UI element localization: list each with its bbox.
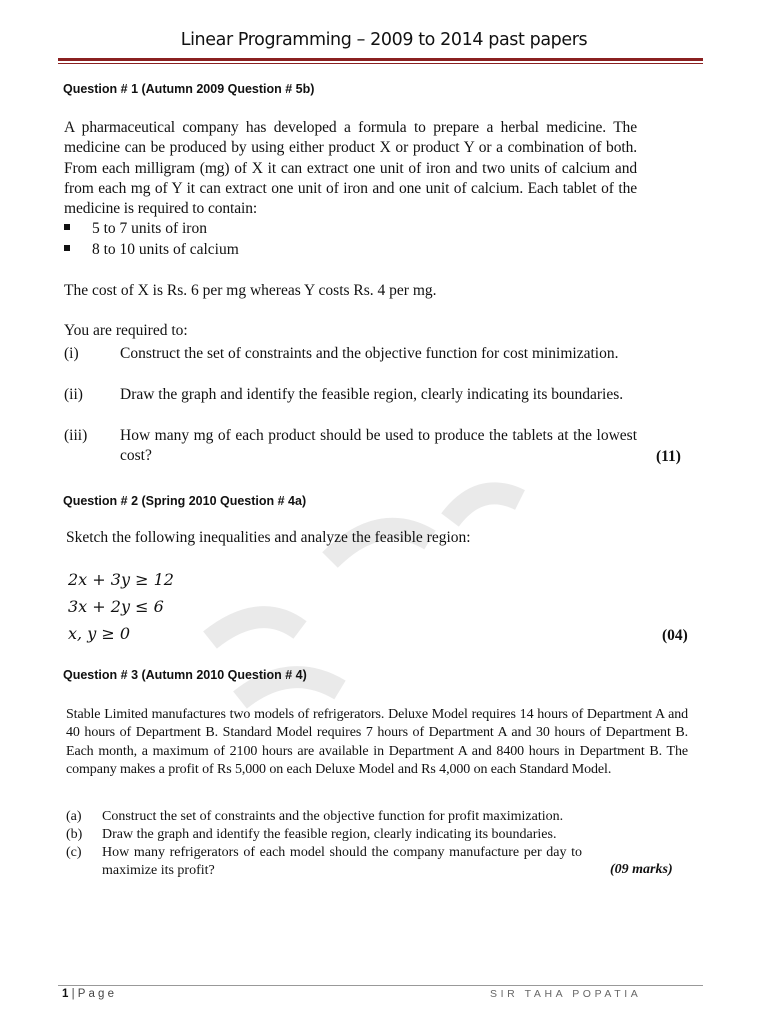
q1-bullet-2-text: 8 to 10 units of calcium	[92, 241, 239, 258]
title-rule	[58, 58, 703, 61]
q1-bullet-1	[64, 220, 207, 238]
q1-part-iii-text: How many mg of each product should be used to produce the tablets at the lowest cost?	[120, 427, 637, 465]
q2-marks: (04)	[662, 627, 688, 644]
q1-bullet-1-text: 5 to 7 units of iron	[92, 220, 207, 237]
q1-part-i-num: (i)	[64, 345, 79, 362]
q2-heading: Question # 2 (Spring 2010 Question # 4a)	[63, 494, 307, 508]
page-number: 1	[62, 988, 69, 1000]
q2-inequality-1: 2x + 3y ≥ 12	[68, 570, 174, 589]
q1-part-ii-num: (ii)	[64, 386, 83, 403]
page-label: | P a g e	[71, 988, 115, 1000]
q3-part-c-num: (c)	[66, 845, 82, 860]
q1-part-iii	[64, 426, 637, 466]
q1-paragraph	[64, 118, 637, 219]
q1-paragraph-text: A pharmaceutical company has developed a formula to prepare a herbal medicine. The medicine can be produced by using either product X or product Y or a combination of both. From each milligram (mg) of X it can extract one unit of iron and two units of calcium and from each mg of Y it can extract one unit of iron and one unit of calcium. Each tablet of the medicine is required to contain:	[64, 119, 637, 218]
footer-author: SIR TAHA POPATIA	[490, 988, 642, 1000]
q1-part-ii	[64, 385, 637, 425]
q2-intro: Sketch the following inequalities and analyze the feasible region:	[66, 529, 471, 546]
q3-part-b	[66, 826, 688, 844]
bullet-square-icon	[64, 245, 70, 251]
q3-marks: (09 marks)	[610, 862, 673, 877]
q3-heading: Question # 3 (Autumn 2010 Question # 4)	[63, 668, 307, 682]
q3-paragraph: Stable Limited manufactures two models of refrigerators. Deluxe Model requires 14 hours of Department A and 40 hours of Department B. Standard Model requires 7 hours of Department A and 30 hours of Department B. Each month, a maximum of 2100 hours are available in Department A and 8400 hours in Department B. The company makes a profit of Rs 5,000 on each Deluxe Model and Rs 4,000 on each Standard Model.	[66, 707, 688, 778]
q3-part-a-text: Construct the set of constraints and the objective function for profit maximization.	[102, 809, 564, 824]
q1-cost: The cost of X is Rs. 6 per mg whereas Y costs Rs. 4 per mg.	[64, 282, 437, 299]
bullet-square-icon	[64, 224, 70, 230]
q2-inequality-3: x, y ≥ 0	[68, 624, 130, 643]
q3-part-c-text: How many refrigerators of each model should the company manufacture per day to maximize its profit?	[102, 845, 582, 878]
q1-required: You are required to:	[64, 322, 188, 339]
q2-inequality-2: 3x + 2y ≤ 6	[68, 597, 164, 616]
footer-rule	[58, 985, 703, 986]
q1-bullet-2	[64, 241, 239, 259]
q1-part-iii-num: (iii)	[64, 427, 88, 444]
q3-part-b-text: Draw the graph and identify the feasible region, clearly indicating its boundaries.	[102, 827, 557, 842]
q1-part-i-text: Construct the set of constraints and the objective function for cost minimization.	[120, 345, 619, 362]
q1-part-ii-text: Draw the graph and identify the feasible region, clearly indicating its boundaries.	[120, 386, 624, 403]
q3-part-b-num: (b)	[66, 827, 83, 842]
page-title: Linear Programming – 2009 to 2014 past papers	[180, 30, 588, 50]
q3-part-a	[66, 808, 688, 826]
q3-part-a-num: (a)	[66, 809, 82, 824]
q1-part-i	[64, 344, 637, 384]
title-rule-thin	[58, 63, 703, 64]
footer-page	[62, 988, 114, 1000]
q1-marks: (11)	[656, 448, 681, 465]
q3-part-c	[66, 844, 688, 880]
q1-heading: Question # 1 (Autumn 2009 Question # 5b)	[63, 82, 315, 96]
